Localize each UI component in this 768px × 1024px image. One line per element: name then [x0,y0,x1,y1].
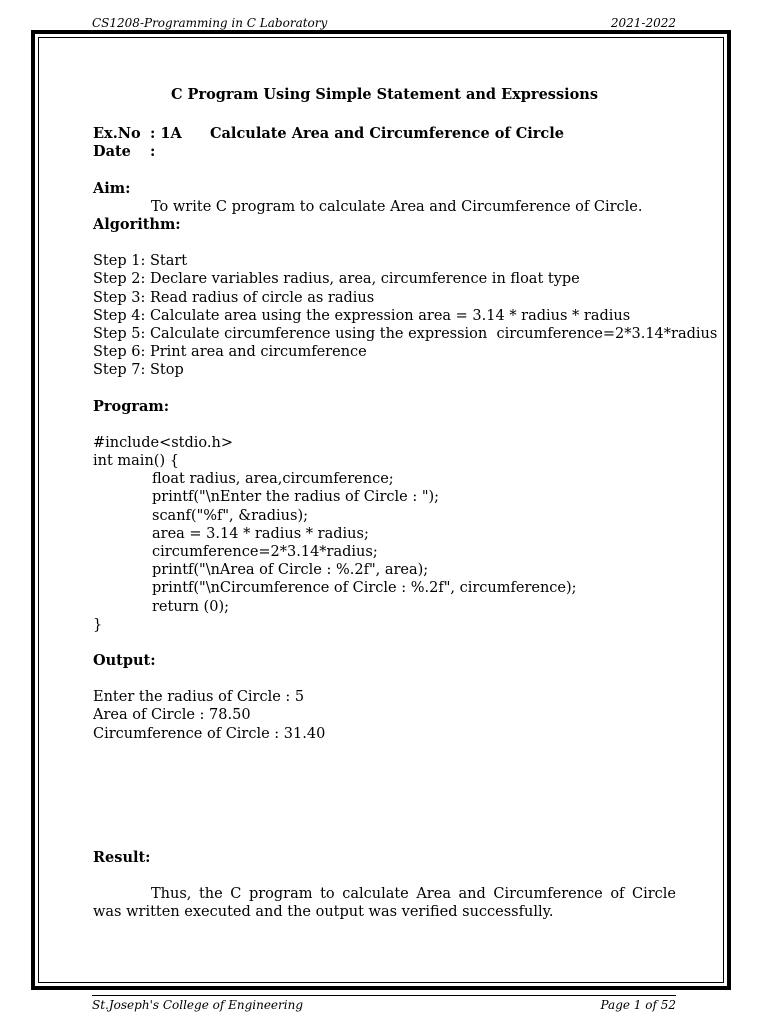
date-row [93,143,676,161]
result-text: Thus, the C program to calculate Area and Circumference of Circle was written executed and the output was verified successfully. [93,886,676,921]
code-line: scanf("%f", &radius); [152,507,308,524]
program-heading: Program: [93,397,170,415]
page-title: C Program Using Simple Statement and Expressions [170,86,599,103]
page-number: Page 1 of 52 [600,998,676,1012]
algorithm-step: Step 4: Calculate area using the expression area = 3.14 * radius * radius [93,307,631,324]
code-line: printf("\nCircumference of Circle : %.2f", circumference); [152,580,577,597]
code-line: circumference=2*3.14*radius; [152,544,378,561]
code-line: int main() { [93,453,179,470]
code-line: return (0); [152,598,229,615]
exercise-title: Calculate Area and Circumference of Circle [210,125,564,143]
program-output [93,688,676,743]
document-body [93,86,718,922]
output-line: Circumference of Circle : 31.40 [93,725,326,742]
output-heading: Output: [93,652,156,670]
academic-year: 2021-2022 [610,16,676,30]
algorithm-heading: Algorithm: [93,216,181,234]
result-heading: Result: [93,848,151,866]
aim-heading: Aim: [93,179,131,197]
date-label: Date [93,143,131,161]
output-line: Enter the radius of Circle : 5 [93,689,305,706]
algorithm-steps [93,252,718,379]
program-code [93,434,676,634]
code-line: printf("\nEnter the radius of Circle : "); [152,489,440,506]
algorithm-step: Step 6: Print area and circumference [93,344,367,361]
code-line: printf("\nArea of Circle : %.2f", area); [152,562,429,579]
output-line: Area of Circle : 78.50 [93,707,251,724]
code-line: float radius, area,circumference; [152,471,394,488]
running-footer [92,995,676,1012]
aim-text: To write C program to calculate Area and Circumference of Circle. [151,198,643,215]
algorithm-step: Step 1: Start [93,253,188,270]
algorithm-step: Step 2: Declare variables radius, area, circumference in float type [93,271,580,288]
exercise-number-row [93,125,676,143]
college-name: St.Joseph's College of Engineering [92,998,304,1012]
code-line: } [93,616,103,633]
code-line: #include<stdio.h> [93,434,233,451]
exno-label: Ex.No [93,125,141,143]
course-title: CS1208-Programming in C Laboratory [92,16,328,30]
algorithm-step: Step 3: Read radius of circle as radius [93,289,375,306]
algorithm-step: Step 7: Stop [93,362,184,379]
date-value: : [150,143,156,161]
algorithm-step: Step 5: Calculate circumference using the expression circumference=2*3.14*radius [93,326,718,343]
code-line: area = 3.14 * radius * radius; [152,525,369,542]
exno-value: : 1A [150,125,182,143]
